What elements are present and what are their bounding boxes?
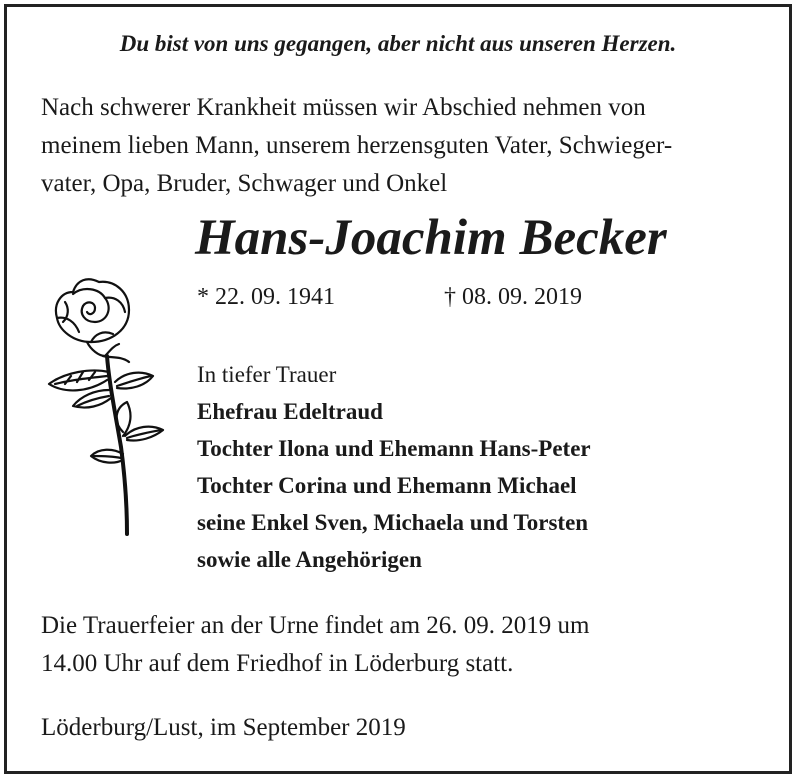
mourner-line: Tochter Ilona und Ehemann Hans-Peter [197, 436, 591, 461]
mourner-line: seine Enkel Sven, Michaela und Torsten [197, 510, 589, 535]
funeral-service-text [41, 607, 589, 683]
mourners-heading: In tiefer Trauer [197, 362, 337, 387]
mourner-line: sowie alle Angehörigen [197, 547, 422, 572]
service-line: Die Trauerfeier an der Urne findet am 26. 09. 2019 um [41, 612, 590, 639]
service-line: 14.00 Uhr auf dem Friedhof in Löderburg statt. [41, 650, 514, 677]
obituary-notice [4, 4, 792, 774]
intro-text [41, 89, 781, 203]
motto: Du bist von uns gegangen, aber nicht aus unseren Herzen. [119, 31, 677, 56]
death-date: † 08. 09. 2019 [444, 284, 582, 310]
deceased-name: Hans-Joachim Becker [195, 210, 667, 266]
place-and-date: Löderburg/Lust, im September 2019 [41, 714, 406, 741]
mourner-line: Ehefrau Edeltraud [197, 399, 383, 424]
intro-line: Nach schwerer Krankheit müssen wir Abschied nehmen von [41, 94, 646, 121]
mourners [197, 356, 591, 578]
birth-date: * 22. 09. 1941 [197, 284, 335, 310]
intro-line: vater, Opa, Bruder, Schwager und Onkel [41, 170, 448, 197]
mourner-line: Tochter Corina und Ehemann Michael [197, 473, 577, 498]
intro-line: meinem lieben Mann, unserem herzensguten Vater, Schwieger- [41, 132, 673, 159]
rose-icon [43, 272, 173, 537]
